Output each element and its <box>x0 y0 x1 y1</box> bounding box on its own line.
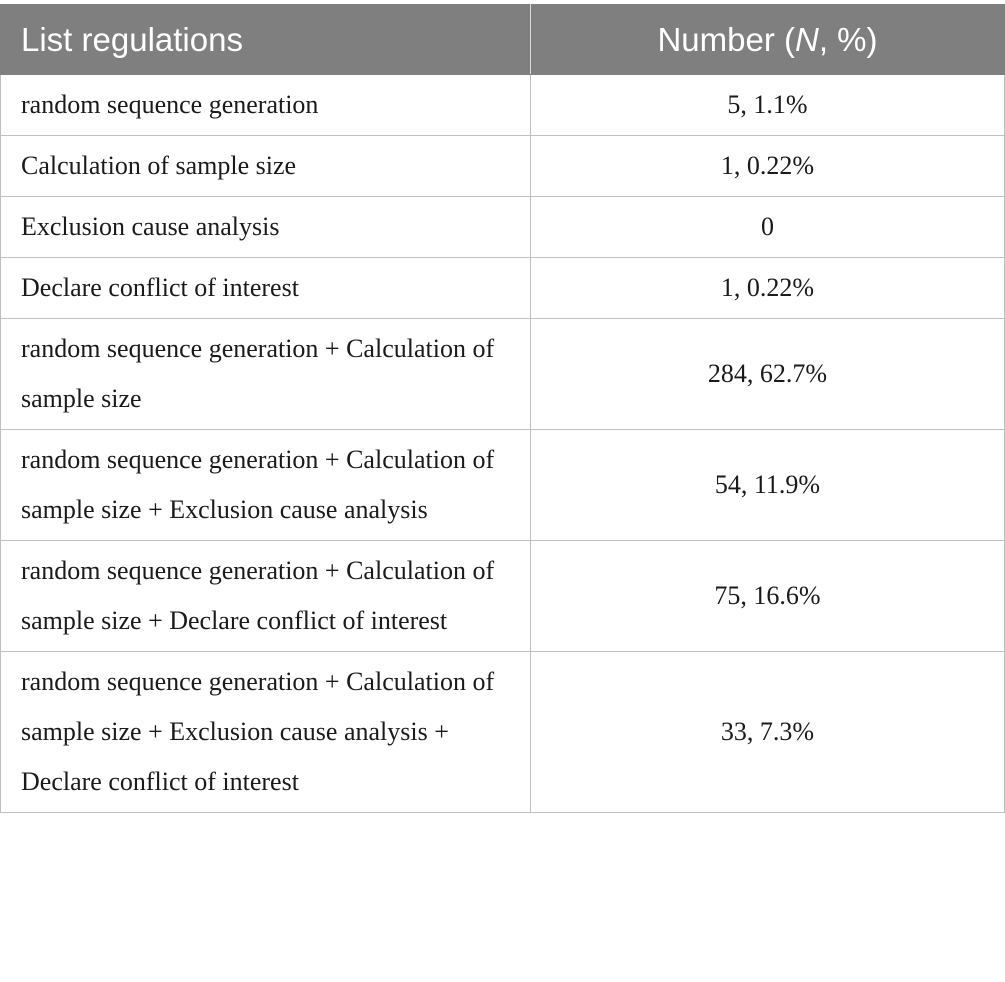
row-value: 33, 7.3% <box>531 652 1005 813</box>
row-label: random sequence generation + Calculation of sample size + Exclusion cause analysis <box>1 430 531 541</box>
header-number-n: N <box>795 20 819 58</box>
header-number <box>531 5 1005 75</box>
table-row <box>1 258 1005 319</box>
table-row <box>1 136 1005 197</box>
row-value: 75, 16.6% <box>531 541 1005 652</box>
row-label: random sequence generation + Calculation of sample size <box>1 319 531 430</box>
table-row <box>1 652 1005 813</box>
table-header <box>1 5 1005 75</box>
row-label: random sequence generation <box>1 75 531 136</box>
header-number-prefix: Number ( <box>657 20 795 58</box>
row-value: 1, 0.22% <box>531 258 1005 319</box>
row-label: Calculation of sample size <box>1 136 531 197</box>
row-value: 0 <box>531 197 1005 258</box>
header-row <box>1 5 1005 75</box>
table-body <box>1 75 1005 813</box>
row-label: random sequence generation + Calculation of sample size + Exclusion cause analysis + Declare conflict of interest <box>1 652 531 813</box>
row-value: 5, 1.1% <box>531 75 1005 136</box>
row-value: 1, 0.22% <box>531 136 1005 197</box>
regulations-table <box>0 4 1005 813</box>
table-row <box>1 75 1005 136</box>
table-row <box>1 197 1005 258</box>
table-row <box>1 541 1005 652</box>
row-label: random sequence generation + Calculation of sample size + Declare conflict of interest <box>1 541 531 652</box>
row-value: 54, 11.9% <box>531 430 1005 541</box>
header-list-regulations: List regulations <box>1 5 531 75</box>
row-label: Declare conflict of interest <box>1 258 531 319</box>
row-label: Exclusion cause analysis <box>1 197 531 258</box>
table-row <box>1 319 1005 430</box>
table-row <box>1 430 1005 541</box>
header-number-suffix: , %) <box>818 20 878 58</box>
row-value: 284, 62.7% <box>531 319 1005 430</box>
